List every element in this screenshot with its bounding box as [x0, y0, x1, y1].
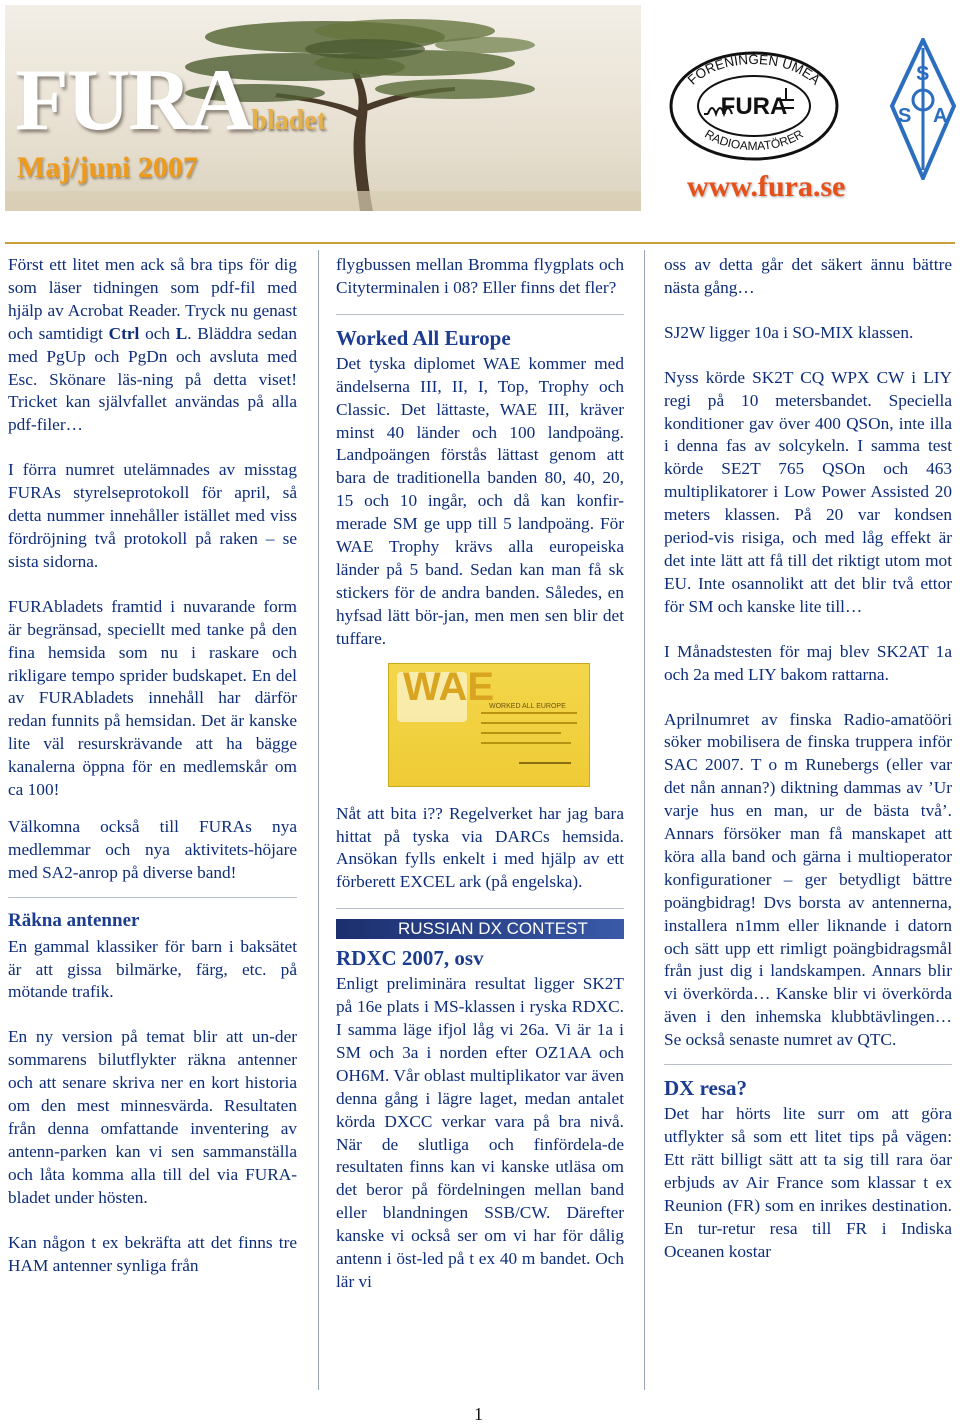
club-logo-top-text: FÖRENINGEN UMEÅ — [684, 51, 824, 88]
wae-certificate-image — [388, 663, 590, 787]
paragraph: SJ2W ligger 10a i SO-MIX klassen. — [664, 322, 914, 342]
paragraph: flygbussen mellan Bromma flygplats och Cityterminalen i 08? Eller finns det fler? — [336, 255, 624, 297]
heading-wae: Worked All Europe — [336, 325, 511, 350]
paragraph: FURAbladets framtid i nuvarande form är begränsad, speciellt med tanke på den fina hemsida som nu i raskare och rikligare tempo sprider budskapet. En del av FURAbladets innehåll har därför redan funnits på hemsidan. Det är kanske lite väl resurskrävande att ha bägge kanalerna öppna för en medlemskår om ca 100! — [8, 596, 297, 800]
masthead-title: FURAbladet — [15, 52, 327, 149]
rdxc-banner-text: RUSSIAN DX CONTEST — [398, 919, 588, 939]
header-rule — [5, 242, 955, 244]
column-1 — [8, 254, 297, 1299]
club-logo-bottom-text: RADIOAMATÖRER — [702, 126, 806, 154]
wae-image-title: WAE — [403, 664, 495, 709]
key-ctrl: Ctrl — [108, 323, 140, 343]
paragraph: Det har hörts lite surr om att göra utflykter så som ett litet tips på vägen: Ett rätt billigt sätt att ta sig till rara öar erbjuds av Air France som klassar t ex Reunion (FR) som en inrikes destination. En tur-retur resa till FR i Indiska Oceanen kostar — [664, 1104, 952, 1261]
paragraph: Aprilnumret av finska Radio-amatööri söker mobilisera de finska truppera inför SAC 2007. T o m Runebergs (eller var det nån annan?) diktning dammas av ’Ur varje hus en man, ur de bästa två’. Annars försöker man få manskapet att köra alla band och gärna i multioperator konfigurationer – ger betydligt bättre poängbidrag! Dvs borsta av antennerna, installera n1mm eller liknande i datorn och sätt upp ett rimligt poängbidragsmål från just dig i landskampen. Annars blir vi överkörda… Kanske blir vi överkörda även i den inhemska klubbtävlingen… Se också senaste numret av QTC. — [664, 709, 952, 1050]
wae-image-subtitle: WORKED ALL EUROPE — [489, 702, 566, 710]
ssa-letter-3: A — [933, 105, 948, 127]
page-number: 1 — [474, 1404, 483, 1424]
heading-dx: DX resa? — [664, 1076, 748, 1101]
club-logo-center-text: FURA — [720, 93, 788, 120]
website-link[interactable]: www.fura.se — [687, 170, 846, 203]
section-divider — [336, 908, 624, 909]
column-divider — [318, 250, 319, 1390]
key-l: L — [175, 323, 188, 343]
masthead-suffix: bladet — [251, 105, 327, 136]
ssa-logo — [890, 38, 956, 180]
column-divider — [644, 250, 645, 1390]
ssa-letter-2: S — [898, 105, 912, 127]
paragraph: Nåt att bita i?? Regelverket har jag bara hittat på tyska via DARCs hemsida. Ansökan fylls enkelt i med hjälp av ett förberett EXCEL ark (på engelska). — [336, 803, 624, 892]
ssa-letter-1: S — [916, 63, 930, 85]
rdxc-banner-image — [336, 919, 624, 939]
paragraph: Först ett litet men ack så bra tips för dig som läser tidningen som pdf-fil med hjälp av Acrobat Reader. Tryck nu genast och samtidigt Ctrl och L. Bläddra sedan med PgUp och PgDn och avsluta med Esc. Skönare läs-ning på detta viset! Tricket kan självfallet användas på alla pdf-filer… — [8, 255, 298, 435]
section-divider — [336, 314, 624, 315]
paragraph: I Månadstesten för maj blev SK2AT 1a och 2a med LIY bakom rattarna. — [664, 641, 952, 684]
heading-rdxc: RDXC 2007, osv — [336, 946, 484, 971]
paragraph: Enligt preliminära resultat ligger SK2T på 16e plats i MS-klassen i ryska RDXC. I samma läge ifjol låg vi 26a. Vi är 1a i SM och 3a i norden efter OZ1AA och OH6M. Vår oblast multiplikator var även denna gång i lägre laget, medan antalet körda DXCC verkar vara på bra nivå. När de slutliga och finfördela-de resultaten finns kan vi kanske utläsa om det beror på fördelningen mellan band eller blandningen SSB/CW. Därefter kanske vi också ser om vi har för dålig antenn i öst-led på t ex 40 m bandet. Och lär vi — [336, 974, 624, 1291]
paragraph: Det tyska diplomet WAE kommer med ändelserna III, II, I, Top, Trophy och Classic. Det lättaste, WAE III, kräver minst 40 länder och 100 landpoäng. Landpoängen förstås lättast genom att bara de traditionella banden 80, 40, 20, 15 och 10 ingår, och då kan konfir-merade SM ge upp till 5 landpoäng. För WAE Trophy krävs alla europeiska länder på 5 band. Sedan kan man få sk stickers för de andra banden. Således, en hyfsad lätt bör-jan, men men sen blir det tuffare. — [336, 353, 624, 648]
header-banner — [5, 5, 641, 211]
paragraph: Nyss körde SK2T CQ WPX CW i LIY regi på 10 metersbandet. Speciella konditioner gav över 400 QSOn, inte illa i denna fas av solcykeln. I samma test körde SE2T 765 QSOn och 463 multiplikatorer i Low Power Assisted 20 meters klassen. På 20 var kondsen period-vis risiga, och med låg effekt är det inte lätt att få till det riktigt utom mot EU. Inte osannolikt att det blir två ettor för SM och kanske lite till… — [664, 367, 952, 616]
club-logo — [668, 50, 840, 162]
paragraph: En ny version på temat blir att un-der sommarens bilutflykter räkna antenner och att senare skriva ner en kort historia om den mest minnesvärda. Resultaten från denna omfattande inventering av antenn-parken kan vi sen sammanställa och låta komma alla till del via FURA-bladet under hösten. — [8, 1027, 297, 1207]
paragraph: Kan någon t ex bekräfta att det finns tre HAM antenner synliga från — [8, 1232, 297, 1275]
section-divider — [8, 897, 297, 898]
column-3 — [664, 254, 952, 1285]
heading-antenner: Räkna antenner — [8, 909, 140, 931]
paragraph: I förra numret utelämnades av misstag FURAs styrelseprotokoll för april, så detta nummer innehåller istället med viss fördröjning två protokoll på raken – se sista sidorna. — [8, 460, 297, 571]
issue-date: Maj/juni 2007 — [17, 151, 198, 184]
paragraph: En gammal klassiker för barn i baksätet är att gissa bilmärke, färg, etc. på mötande trafik. — [8, 936, 297, 1002]
paragraph: oss av detta går det säkert ännu bättre nästa gång… — [664, 255, 952, 297]
paragraph: Välkomna också till FURAs nya medlemmar och nya aktivitets-höjare med SA2-anrop på diverse band! — [8, 816, 297, 882]
section-divider — [664, 1064, 952, 1065]
column-2 — [336, 254, 624, 1316]
